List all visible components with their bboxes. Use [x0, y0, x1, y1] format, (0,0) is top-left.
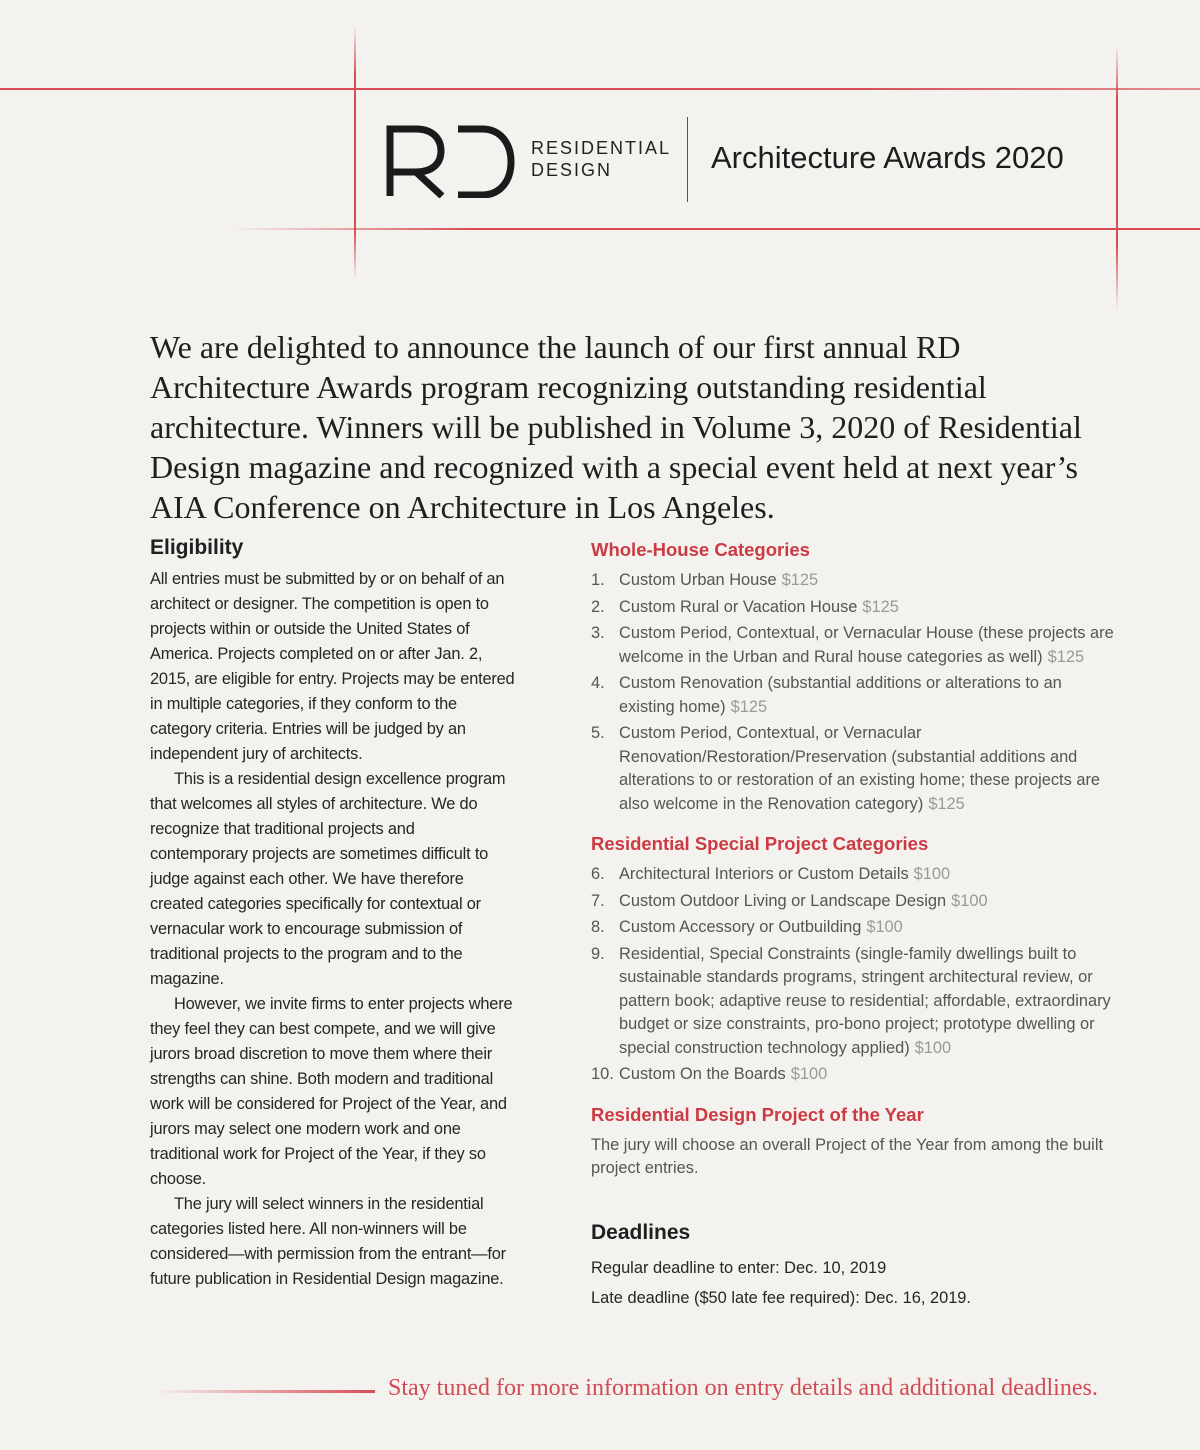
- category-item: [591, 722, 1116, 816]
- category-item: [591, 596, 1116, 620]
- eligibility-heading: Eligibility: [150, 536, 244, 559]
- category-price: $100: [913, 865, 951, 883]
- category-price: $125: [730, 697, 768, 716]
- category-name: Custom Period, Contextual, or Vernacular Renovation/Restoration/Preservation (substantial additions and alterations to or restoration of an existing home; these projects are also welcome in the Renovation category): [619, 724, 1101, 813]
- footer-rule: [155, 1390, 375, 1393]
- brand-wordmark: [531, 137, 671, 181]
- deadlines-heading: Deadlines: [591, 1220, 691, 1244]
- project-of-year-heading: Residential Design Project of the Year: [591, 1103, 924, 1125]
- category-name: Custom Accessory or Outbuilding: [619, 918, 862, 936]
- category-name: Custom Renovation (substantial additions or alterations to an existing home): [619, 674, 1062, 716]
- category-name: Custom Outdoor Living or Landscape Design: [619, 891, 947, 910]
- category-number: 6.: [591, 865, 605, 883]
- category-item: [591, 569, 1116, 593]
- category-number: 5.: [591, 724, 605, 742]
- category-number: 7.: [591, 891, 605, 910]
- eligibility-paragraph: The jury will select winners in the residential categories listed here. All non-winners will be considered—with permission from the entrant—for future publication in Residential Design magazine.: [150, 1195, 506, 1288]
- category-item: [591, 863, 1116, 887]
- category-number: 2.: [591, 597, 605, 616]
- category-number: 10.: [591, 1065, 614, 1083]
- header-top-rule: [0, 88, 1200, 90]
- category-item: [591, 622, 1116, 669]
- eligibility-section: [150, 536, 515, 1292]
- whole-house-list: [591, 569, 1116, 816]
- category-number: 3.: [591, 624, 605, 642]
- eligibility-paragraph: However, we invite firms to enter projects where they feel they can best compete, and we will give jurors broad discretion to move them where their strengths can shine. Both modern and traditional work will be considered for Project of the Year, and jurors may select one modern work and one traditional work for Project of the Year, if they so choose.: [150, 995, 513, 1188]
- category-number: 9.: [591, 944, 605, 963]
- eligibility-paragraph: This is a residential design excellence program that welcomes all styles of architecture. We do recognize that traditional projects and contemporary projects are sometimes difficult to judge against each other. We have therefore created categories specifically for contextual or vernacular work to encourage submission of traditional projects to the program and to the magazine.: [150, 770, 506, 988]
- whole-house-heading: Whole-House Categories: [591, 539, 810, 560]
- category-name: Residential, Special Constraints (single-family dwellings built to sustainable standards programs, stringent architectural review, or pattern book; adaptive reuse to residential; affordable, extraordinary budget or size constraints, pro-bono project; prototype dwelling or special construction technology applied): [619, 944, 1111, 1057]
- category-item: [591, 672, 1116, 719]
- special-heading: Residential Special Project Categories: [591, 833, 929, 854]
- rd-logo: [386, 124, 516, 198]
- category-number: 4.: [591, 674, 605, 692]
- category-name: Custom Period, Contextual, or Vernacular House (these projects are welcome in the Urban and Rural house categories as well): [619, 624, 1114, 666]
- category-price: $100: [790, 1065, 828, 1083]
- categories-section: [591, 537, 1116, 1313]
- regular-deadline: Regular deadline to enter: Dec. 10, 2019: [591, 1258, 887, 1277]
- category-item: [591, 943, 1116, 1061]
- category-name: Custom Urban House: [619, 571, 777, 589]
- intro-paragraph: We are delighted to announce the launch of our first annual RD Architecture Awards program recognizing outstanding residential architecture. Winners will be published in Volume 3, 2020 of Residential Design magazine and recognized with a special event held at next year’s AIA Conference on Architecture in Los Angeles.: [150, 329, 1082, 525]
- category-name: Custom Rural or Vacation House: [619, 597, 858, 616]
- category-price: $100: [866, 918, 903, 936]
- brand-divider: [687, 117, 688, 202]
- category-number: 8.: [591, 918, 605, 936]
- header-right-rule: [1116, 45, 1118, 310]
- category-number: 1.: [591, 571, 605, 589]
- special-list: [591, 863, 1116, 1087]
- category-item: [591, 890, 1116, 914]
- category-price: $125: [781, 571, 819, 589]
- header-left-rule: [354, 25, 356, 280]
- brand-line-2: DESIGN: [531, 160, 613, 180]
- category-item: [591, 1063, 1116, 1087]
- category-name: Architectural Interiors or Custom Details: [619, 865, 909, 883]
- eligibility-paragraph: All entries must be submitted by or on behalf of an architect or designer. The competition is open to projects within or outside the United States of America. Projects completed on or after Jan. 2, 2015, are eligible for entry. Projects may be entered in multiple categories, if they conform to the category criteria. Entries will be judged by an independent jury of architects.: [150, 570, 515, 763]
- category-price: $125: [1047, 647, 1085, 666]
- category-price: $125: [928, 794, 965, 813]
- awards-title: Architecture Awards 2020: [711, 140, 1064, 175]
- project-of-year-text: The jury will choose an overall Project of the Year from among the built project entries.: [591, 1135, 1104, 1177]
- category-item: [591, 916, 1116, 940]
- category-price: $100: [914, 1038, 952, 1057]
- header-bottom-rule: [230, 228, 1200, 230]
- category-name: Custom On the Boards: [619, 1065, 786, 1083]
- category-price: $100: [951, 891, 988, 910]
- brand-line-1: RESIDENTIAL: [531, 138, 672, 158]
- late-deadline: Late deadline ($50 late fee required): Dec. 16, 2019.: [591, 1288, 971, 1307]
- footer-note: Stay tuned for more information on entry details and additional deadlines.: [388, 1375, 1098, 1401]
- category-price: $125: [862, 597, 899, 616]
